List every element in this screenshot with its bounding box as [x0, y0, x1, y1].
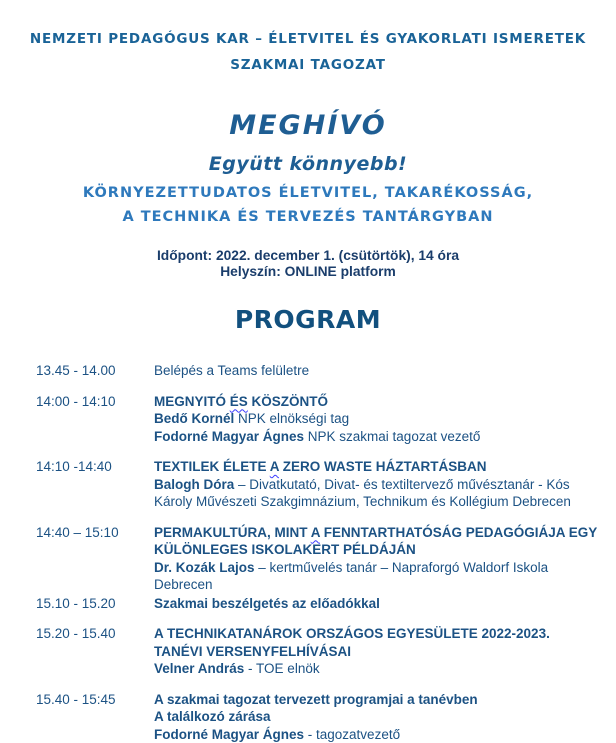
program-text-bold: A találkozó zárása	[154, 709, 271, 724]
program-line	[154, 691, 602, 709]
program-line	[154, 559, 602, 594]
program-time: 14:10 -14:40	[0, 458, 154, 511]
program-text-bold: Dr. Kozák Lajos	[154, 560, 255, 575]
invitation-subtitle: Együtt könnyebb!	[0, 153, 616, 175]
event-meta	[0, 248, 616, 280]
program-row	[0, 393, 616, 446]
program-line	[154, 476, 602, 511]
program-description	[154, 393, 616, 446]
program-line	[154, 595, 602, 613]
program-line	[154, 726, 602, 743]
program-text-bold: PERMAKULTÚRA, MINT	[154, 525, 311, 540]
program-time: 15.20 - 15.40	[0, 625, 154, 678]
program-line	[154, 708, 602, 726]
program-text-bold: Fodorné Magyar Ágnes	[154, 727, 304, 742]
program-time: 14:40 – 15:10	[0, 524, 154, 594]
program-text: NPK szakmai tagozat vezető	[304, 429, 480, 444]
invitation-theme	[0, 181, 616, 229]
program-heading: PROGRAM	[0, 305, 616, 334]
organization-header	[0, 0, 616, 78]
program-list	[0, 362, 616, 743]
program-text-bold: A TECHNIKATANÁROK ORSZÁGOS EGYESÜLETE 2022-2023. TANÉVI VERSENYFELHÍVÁSAI	[154, 626, 550, 659]
program-text: NPK elnökségi tag	[234, 411, 349, 426]
program-line	[154, 458, 602, 476]
program-line	[154, 428, 602, 446]
program-text-bold: Fodorné Magyar Ágnes	[154, 429, 304, 444]
program-time: 15.40 - 15:45	[0, 691, 154, 743]
program-time: 15.10 - 15.20	[0, 595, 154, 613]
program-line	[154, 660, 602, 678]
program-row	[0, 595, 616, 613]
program-row	[0, 524, 616, 594]
event-datetime: Időpont: 2022. december 1. (csütörtök), 14 óra	[0, 248, 616, 264]
program-text-bold: ZERO WASTE HÁZTARTÁSBAN	[279, 459, 487, 474]
organization-name-line-1: NEMZETI PEDAGÓGUS KAR – ÉLETVITEL ÉS GYAKORLATI ISMERETEK	[0, 26, 616, 52]
theme-line-1: KÖRNYEZETTUDATOS ÉLETVITEL, TAKARÉKOSSÁG,	[0, 181, 616, 205]
program-text-bold: Bedő Kornél	[154, 411, 234, 426]
program-time: 13.45 - 14.00	[0, 362, 154, 380]
program-description	[154, 362, 616, 380]
program-description	[154, 595, 616, 613]
program-text: - tagozatvezető	[304, 727, 400, 742]
program-text-bold: A szakmai tagozat tervezett programjai a tanévben	[154, 692, 478, 707]
program-line	[154, 625, 602, 660]
program-row	[0, 362, 616, 380]
program-text: - TOE elnök	[244, 661, 319, 676]
program-text: Belépés a Teams felületre	[154, 363, 309, 378]
program-line	[154, 393, 602, 411]
spellcheck-squiggle-text: ÉS	[230, 394, 248, 409]
program-line	[154, 410, 602, 428]
program-description	[154, 625, 616, 678]
program-text: – Divatkutató, Divat- és textiltervező művésztanár - Kós Károly Művészeti Szakgimnázium, Technikum és Kollégium Debrecen	[154, 477, 571, 510]
program-description	[154, 524, 616, 594]
program-text-bold: Szakmai beszélgetés az előadókkal	[154, 596, 380, 611]
program-text-bold: KÖSZÖNTŐ	[248, 394, 328, 409]
spellcheck-squiggle-text: A	[270, 459, 279, 474]
program-time: 14:00 - 14:10	[0, 393, 154, 446]
program-row	[0, 625, 616, 678]
program-row	[0, 691, 616, 743]
program-text: – kertművelés tanár – Napraforgó Waldorf Iskola Debrecen	[154, 560, 548, 593]
program-line	[154, 362, 602, 380]
program-text-bold: Balogh Dóra	[154, 477, 234, 492]
organization-name-line-2: SZAKMAI TAGOZAT	[0, 52, 616, 78]
program-description	[154, 691, 616, 743]
spellcheck-squiggle-text: A	[311, 525, 320, 540]
event-location: Helyszín: ONLINE platform	[0, 264, 616, 280]
invitation-title: MEGHÍVÓ	[0, 110, 616, 141]
program-row	[0, 458, 616, 511]
program-description	[154, 458, 616, 511]
program-line	[154, 524, 602, 559]
program-text-bold: FENNTARTHATÓSÁG PEDAGÓGIÁJA EGY KÜLÖNLEGES ISKOLAKERT PÉLDÁJÁN	[154, 525, 597, 558]
program-text-bold: Velner András	[154, 661, 244, 676]
theme-line-2: A TECHNIKA ÉS TERVEZÉS TANTÁRGYBAN	[0, 205, 616, 229]
program-text-bold: MEGNYITÓ	[154, 394, 230, 409]
program-text-bold: TEXTILEK ÉLETE	[154, 459, 270, 474]
